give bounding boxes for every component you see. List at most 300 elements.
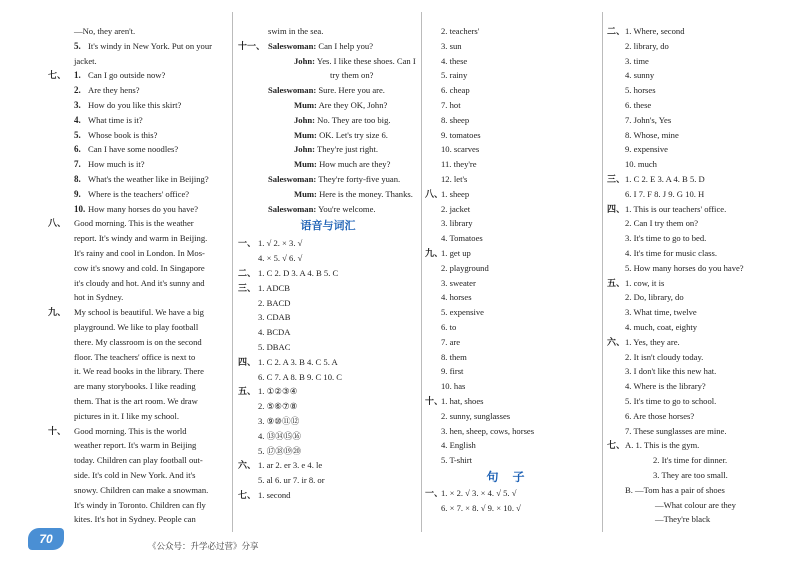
- answer-line: [607, 261, 792, 276]
- answer-text: 3. time: [625, 55, 649, 66]
- answer-text: 9. tomatoes: [441, 129, 481, 140]
- answer-line: [425, 113, 600, 128]
- answer-line: [607, 320, 792, 335]
- answer-line: [48, 98, 226, 113]
- answer-line: [425, 501, 600, 516]
- item-number: 5.: [74, 129, 81, 140]
- answer-line: [425, 39, 600, 54]
- answer-line: [48, 202, 226, 217]
- answer-line: [238, 142, 418, 157]
- answer-line: [238, 172, 418, 187]
- answer-line: [607, 231, 792, 246]
- answer-text: 2. playground: [441, 262, 489, 273]
- answer-text: 6. C 7. A 8. B 9. C 10. C: [258, 371, 343, 382]
- answer-text: 1. get up: [441, 247, 471, 258]
- speaker-label: Mum:: [294, 159, 317, 170]
- answer-line: [607, 216, 792, 231]
- column-divider: [602, 12, 603, 532]
- answer-line: [238, 488, 418, 503]
- answer-text: 2. It isn't cloudy today.: [625, 351, 704, 362]
- answer-line: [425, 438, 600, 453]
- answer-text: What time is it?: [88, 114, 143, 125]
- answer-text: 4. × 5. √ 6. √: [258, 253, 303, 264]
- column-divider: [232, 12, 233, 532]
- answer-line: [425, 54, 600, 69]
- answer-line: [238, 68, 418, 83]
- answer-text: 5. horses: [625, 85, 656, 96]
- answer-text: 2. Can I try them on?: [625, 218, 699, 229]
- answer-text: 4. these: [441, 55, 468, 66]
- answer-line: [48, 453, 226, 468]
- answer-text: How do you like this skirt?: [88, 99, 182, 110]
- answer-text: 1. cow, it is: [625, 277, 665, 288]
- answer-text: Are they hens?: [88, 85, 140, 96]
- answer-text: Good morning. This is the weather: [74, 218, 194, 229]
- answer-line: [238, 54, 418, 69]
- answer-line: [48, 83, 226, 98]
- answer-text: —No, they aren't.: [74, 26, 136, 36]
- answer-text: 1. Yes, they are.: [625, 336, 680, 347]
- page-number: 70: [28, 528, 64, 550]
- answer-line: [48, 350, 226, 365]
- section-marker: 四、: [607, 203, 626, 214]
- answer-line: [607, 202, 792, 217]
- answer-line: [607, 409, 792, 424]
- answer-text: What's the weather like in Beijing?: [88, 173, 209, 184]
- answer-line: [48, 335, 226, 350]
- section-marker: 六、: [607, 336, 626, 347]
- answer-line: [607, 498, 792, 513]
- answer-text: 6. I 7. F 8. J 9. G 10. H: [625, 188, 705, 199]
- answer-text: 3. What time, twelve: [625, 307, 697, 318]
- answer-text: it. We read books in the library. There: [74, 366, 204, 377]
- answer-text: 5. al 6. ur 7. ir 8. or: [258, 475, 325, 486]
- answer-line: [425, 157, 600, 172]
- answer-text: 5. rainy: [441, 70, 468, 81]
- answer-text: 3. library: [441, 218, 473, 229]
- answer-text: 2. jacket: [441, 203, 471, 214]
- answer-line: [48, 379, 226, 394]
- answer-text: 1. C 2. A 3. B 4. C 5. A: [258, 356, 338, 367]
- answer-text: 1. ADCB: [258, 282, 290, 293]
- answer-line: [48, 231, 226, 246]
- answer-line: [48, 468, 226, 483]
- answer-text: Whose book is this?: [88, 129, 158, 140]
- answer-text: They're forty-five yuan.: [316, 173, 401, 184]
- answer-text: are many storybooks. I like reading: [74, 381, 196, 392]
- answer-line: [607, 54, 792, 69]
- answer-line: [607, 142, 792, 157]
- answer-line: [607, 113, 792, 128]
- answer-line: [238, 325, 418, 340]
- answer-text: Can I help you?: [316, 40, 374, 51]
- answer-line: [48, 483, 226, 498]
- answer-line: [607, 468, 792, 483]
- answer-text: 3. CDAB: [258, 312, 291, 323]
- answer-text: My school is beautiful. We have a big: [74, 307, 204, 318]
- answer-line: [425, 172, 600, 187]
- answer-text: 1. C 2. E 3. A 4. B 5. D: [625, 173, 705, 184]
- answer-line: [607, 379, 792, 394]
- answer-text: 3. It's time to go to bed.: [625, 233, 707, 244]
- answer-text: 7. John's, Yes: [625, 114, 672, 125]
- answer-line: [48, 305, 226, 320]
- answer-text: Good morning. This is the world: [74, 425, 187, 436]
- answer-line: [607, 305, 792, 320]
- answer-line: [238, 399, 418, 414]
- section-heading: 语音与词汇: [300, 219, 356, 233]
- answer-line: [48, 424, 226, 439]
- item-number: 1.: [74, 70, 81, 81]
- answer-text: them. That is the art room. We draw: [74, 395, 198, 406]
- answer-line: [48, 438, 226, 453]
- answer-text: 5. ⑰⑱⑲⑳: [258, 445, 301, 456]
- answer-line: [607, 290, 792, 305]
- answer-line: [607, 246, 792, 261]
- answer-text: 2. ⑤⑥⑦⑧: [258, 401, 298, 412]
- answer-line: [425, 320, 600, 335]
- speaker-label: Saleswoman:: [268, 85, 317, 96]
- answer-text: 4. much, coat, eighty: [625, 321, 698, 332]
- answer-text: it's cloudy and hot. And it's sunny and: [74, 277, 205, 288]
- answer-line: [607, 424, 792, 439]
- section-marker: 二、: [607, 26, 626, 36]
- answer-text: 4. BCDA: [258, 327, 291, 338]
- answer-line: [607, 39, 792, 54]
- answer-line: [425, 350, 600, 365]
- answer-line: [48, 409, 226, 424]
- footer-text: 《公众号：升学必过营》分享: [148, 542, 259, 552]
- answer-text: 1. C 2. D 3. A 4. B 5. C: [258, 267, 339, 278]
- answer-line: [48, 54, 226, 69]
- section-marker: 七、: [238, 489, 257, 500]
- speaker-label: Mum:: [294, 188, 317, 199]
- answer-line: [48, 187, 226, 202]
- section-marker: 七、: [48, 70, 67, 81]
- answer-line: [48, 290, 226, 305]
- answer-line: [425, 98, 600, 113]
- answer-text: 8. sheep: [441, 114, 470, 125]
- column-divider: [421, 12, 422, 532]
- answer-text: A. 1. This is the gym.: [625, 440, 700, 451]
- answer-text: snowy. Children can make a snowman.: [74, 484, 209, 495]
- section-marker: 一、: [238, 238, 257, 249]
- answer-text: 3. sweater: [441, 277, 476, 288]
- answer-line: [238, 98, 418, 113]
- answer-text: 4. Tomatoes: [441, 233, 483, 244]
- answer-text: 5. T-shirt: [441, 455, 473, 466]
- answer-text: —They're black: [655, 514, 711, 525]
- answer-text: Yes. I like these shoes. Can I: [315, 55, 416, 66]
- answer-line: [425, 216, 600, 231]
- answer-text: 4. Where is the library?: [625, 381, 706, 392]
- answer-line: [238, 251, 418, 266]
- answer-line: [425, 424, 600, 439]
- answer-text: weather report. It's warm in Beijing: [74, 440, 197, 451]
- answer-line: [607, 128, 792, 143]
- section-marker: 五、: [607, 277, 626, 288]
- answer-line: [48, 216, 226, 231]
- item-number: 6.: [74, 144, 81, 155]
- answer-text: Can I have some noodles?: [88, 144, 179, 155]
- answer-text: How many horses do you have?: [88, 203, 199, 214]
- answer-text: cow it's snowy and cold. In Singapore: [74, 262, 205, 273]
- answer-line: [238, 266, 418, 281]
- answer-line: [48, 246, 226, 261]
- answer-text: Here is the money. Thanks.: [316, 188, 413, 199]
- answer-line: [607, 157, 792, 172]
- section-marker: 三、: [238, 282, 257, 293]
- answer-text: —What colour are they: [655, 499, 736, 510]
- answer-text: swim in the sea.: [268, 26, 324, 36]
- answer-line: [425, 246, 600, 261]
- answer-text: 2. BACD: [258, 297, 291, 308]
- answer-text: 8. Whose, mine: [625, 129, 679, 140]
- answer-line: [238, 340, 418, 355]
- answer-line: [48, 512, 226, 527]
- answer-text: today. Children can play football out-: [74, 455, 203, 466]
- answer-text: 4. sunny: [625, 70, 655, 81]
- answer-line: [425, 142, 600, 157]
- answer-line: [425, 128, 600, 143]
- answer-text: try them on?: [330, 70, 374, 81]
- answer-text: 1. Where, second: [625, 26, 685, 36]
- answer-text: 1. ar 2. er 3. e 4. le: [258, 460, 323, 471]
- section-marker: 四、: [238, 356, 257, 367]
- answer-line: [425, 379, 600, 394]
- answer-text: 9. expensive: [625, 144, 668, 155]
- answer-text: 3. I don't like this new hat.: [625, 366, 717, 377]
- answer-line: [607, 512, 792, 527]
- answer-text: 5. DBAC: [258, 341, 291, 352]
- answer-text: 6. Are those horses?: [625, 410, 695, 421]
- answer-text: side. It's cold in New York. And it's: [74, 469, 196, 480]
- answer-line: [607, 187, 792, 202]
- answer-text: report. It's windy and warm in Beijing.: [74, 233, 208, 244]
- answer-text: 4. horses: [441, 292, 472, 303]
- answer-text: 2. teachers': [441, 26, 480, 36]
- answer-text: 2. library, do: [625, 40, 669, 51]
- section-marker: 五、: [238, 386, 257, 397]
- column-4: [607, 24, 792, 527]
- answer-line: [48, 128, 226, 143]
- answer-text: 1. second: [258, 489, 291, 500]
- answer-text: B. —Tom has a pair of shoes: [625, 484, 725, 495]
- answer-text: kites. It's hot in Sydney. People can: [74, 514, 196, 525]
- answer-text: 10. scarves: [441, 144, 480, 155]
- answer-line: [238, 473, 418, 488]
- item-number: 8.: [74, 173, 81, 184]
- answer-text: How much is it?: [88, 159, 145, 170]
- answer-text: 1. sheep: [441, 188, 470, 199]
- answer-line: [607, 68, 792, 83]
- answer-line: [48, 113, 226, 128]
- answer-line: [425, 394, 600, 409]
- answer-text: 3. hen, sheep, cows, horses: [441, 425, 535, 436]
- item-number: 5.: [74, 40, 81, 51]
- answer-text: 1. This is our teachers' office.: [625, 203, 727, 214]
- answer-text: 6. × 7. × 8. √ 9. × 10. √: [441, 502, 521, 513]
- answer-line: [238, 24, 418, 39]
- answer-text: 5. It's time to go to school.: [625, 395, 717, 406]
- item-number: 7.: [74, 159, 81, 170]
- answer-text: 3. They are too small.: [653, 469, 728, 480]
- answer-text: 4. English: [441, 440, 476, 451]
- section-marker: 一、: [425, 487, 444, 498]
- answer-line: [238, 444, 418, 459]
- answer-text: 7. are: [441, 336, 461, 347]
- answer-text: jacket.: [74, 55, 97, 66]
- answer-line: [425, 305, 600, 320]
- speaker-label: Saleswoman:: [268, 40, 317, 51]
- answer-line: [238, 355, 418, 370]
- answer-line: [48, 68, 226, 83]
- answer-line: [48, 24, 226, 39]
- answer-text: 2. sunny, sunglasses: [441, 410, 511, 421]
- answer-text: 6. these: [625, 99, 652, 110]
- answer-line: [48, 261, 226, 276]
- answer-line: [238, 113, 418, 128]
- answer-line: [238, 187, 418, 202]
- speaker-label: Saleswoman:: [268, 173, 317, 184]
- answer-text: 5. expensive: [441, 307, 484, 318]
- answer-line: [425, 364, 600, 379]
- section-marker: 九、: [48, 307, 67, 318]
- answer-text: It's windy in New York. Put on your: [88, 40, 213, 51]
- answer-line: [607, 24, 792, 39]
- answer-line: [425, 453, 600, 468]
- section-heading: 句子: [486, 469, 539, 484]
- answer-line: [425, 231, 600, 246]
- column-1: [48, 24, 226, 527]
- answer-text: 6. cheap: [441, 85, 470, 96]
- answer-line: [607, 483, 792, 498]
- answer-text: playground. We like to play football: [74, 321, 199, 332]
- item-number: 4.: [74, 114, 81, 125]
- section-marker: 十、: [48, 425, 67, 436]
- answer-line: [607, 276, 792, 291]
- answer-line: [607, 98, 792, 113]
- item-number: 3.: [74, 99, 81, 110]
- answer-text: 1. √ 2. × 3. √: [258, 238, 303, 249]
- answer-line: [48, 172, 226, 187]
- answer-text: 4. It's time for music class.: [625, 247, 718, 258]
- answer-text: 7. hot: [441, 99, 461, 110]
- answer-line: [425, 261, 600, 276]
- answer-line: [238, 83, 418, 98]
- answer-line: [425, 202, 600, 217]
- answer-line: [238, 414, 418, 429]
- section-marker: 十一、: [238, 40, 266, 51]
- answer-line: [425, 24, 600, 39]
- answer-line: [425, 409, 600, 424]
- answer-line: [48, 39, 226, 54]
- answer-text: floor. The teachers' office is next to: [74, 351, 196, 362]
- answer-line: [238, 236, 418, 251]
- answer-text: It's rainy and cool in London. In Mos-: [74, 247, 205, 258]
- speaker-label: Mum:: [294, 129, 317, 140]
- answer-text: 2. It's time for dinner.: [653, 455, 728, 466]
- answer-line: [238, 310, 418, 325]
- answer-line: [425, 83, 600, 98]
- answer-text: 10. has: [441, 381, 466, 392]
- answer-line: [607, 364, 792, 379]
- column-2: [238, 24, 418, 503]
- answer-text: pictures in it. I like my school.: [74, 410, 180, 421]
- answer-text: It's windy in Toronto. Children can fly: [74, 499, 206, 510]
- answer-line: [607, 172, 792, 187]
- answer-line: [238, 281, 418, 296]
- section-marker: 九、: [425, 247, 444, 258]
- speaker-label: John:: [294, 144, 316, 155]
- answer-line: [425, 68, 600, 83]
- section-marker: 八、: [48, 218, 67, 229]
- answer-text: 6. to: [441, 321, 457, 332]
- answer-line: [238, 296, 418, 311]
- answer-line: [425, 335, 600, 350]
- answer-text: 12. let's: [441, 173, 468, 184]
- answer-line: [425, 290, 600, 305]
- speaker-label: John:: [294, 55, 316, 66]
- answer-line: [238, 370, 418, 385]
- section-marker: 十、: [425, 395, 444, 406]
- answer-line: [48, 364, 226, 379]
- answer-line: [607, 83, 792, 98]
- answer-text: Where is the teachers' office?: [88, 188, 190, 199]
- answer-text: there. My classroom is on the second: [74, 336, 202, 347]
- answer-text: How much are they?: [316, 159, 391, 170]
- speaker-label: John:: [294, 114, 316, 125]
- answer-line: [607, 350, 792, 365]
- answer-text: 3. ⑨⑩⑪⑫: [258, 415, 300, 426]
- answer-text: Can I go outside now?: [88, 70, 166, 81]
- answer-text: 5. How many horses do you have?: [625, 262, 744, 273]
- answer-line: [238, 39, 418, 54]
- answer-text: OK. Let's try size 6.: [316, 129, 388, 140]
- section-marker: 六、: [238, 460, 257, 471]
- answer-text: Sure. Here you are.: [316, 85, 385, 96]
- answer-line: [425, 187, 600, 202]
- answer-line: [607, 335, 792, 350]
- answer-text: They're just right.: [315, 144, 378, 155]
- section-marker: 二、: [238, 267, 257, 278]
- answer-line: [607, 453, 792, 468]
- answer-text: 8. them: [441, 351, 467, 362]
- answer-text: 1. ①②③④: [258, 386, 298, 397]
- answer-text: 1. hat, shoes: [441, 395, 484, 406]
- answer-line: [238, 128, 418, 143]
- answer-line: [425, 486, 600, 501]
- answer-line: [238, 458, 418, 473]
- section-marker: 三、: [607, 173, 626, 184]
- answer-text: 7. These sunglasses are mine.: [625, 425, 727, 436]
- answer-line: [48, 394, 226, 409]
- answer-line: [238, 202, 418, 217]
- item-number: 2.: [74, 85, 81, 96]
- answer-line: [607, 394, 792, 409]
- answer-text: Are they OK, John?: [316, 99, 388, 110]
- answer-text: 4. ⑬⑭⑮⑯: [258, 430, 301, 441]
- answer-line: [238, 384, 418, 399]
- answer-line: [48, 320, 226, 335]
- answer-line: [425, 276, 600, 291]
- answer-line: [607, 438, 792, 453]
- answer-text: 10. much: [625, 159, 657, 170]
- answer-text: 2. Do, library, do: [625, 292, 684, 303]
- answer-line: [238, 157, 418, 172]
- answer-text: No. They are too big.: [315, 114, 391, 125]
- answer-text: 9. first: [441, 366, 464, 377]
